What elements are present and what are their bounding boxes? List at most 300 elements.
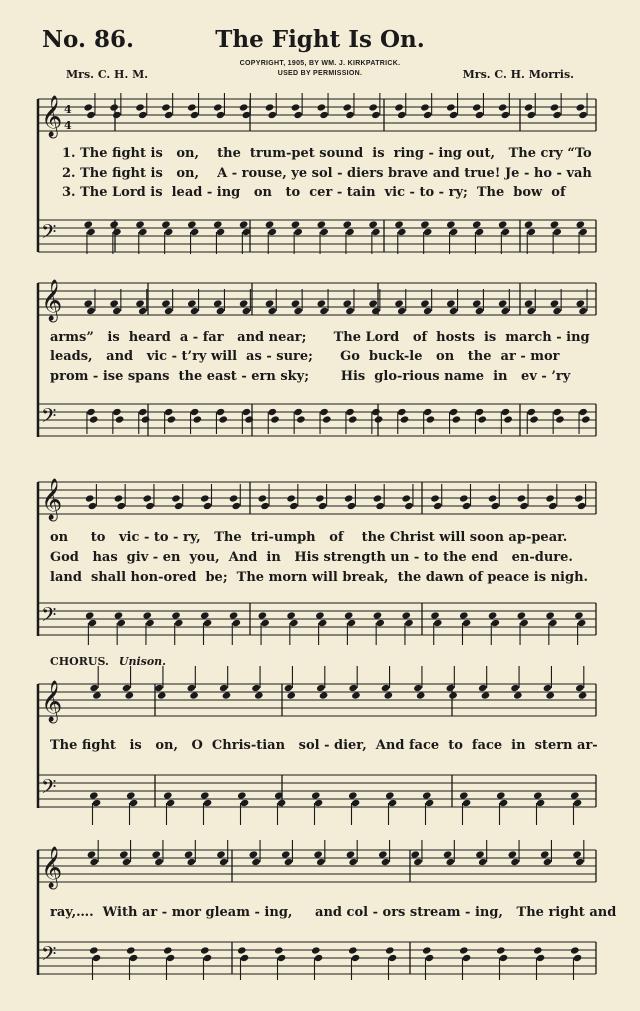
- note-head: [116, 619, 126, 627]
- note-head: [270, 415, 280, 423]
- note-head: [86, 408, 96, 416]
- note-head: [92, 799, 102, 807]
- note-head: [420, 220, 430, 228]
- note-head: [575, 684, 585, 692]
- note-head: [164, 307, 174, 315]
- note-head: [430, 611, 440, 619]
- note-head: [496, 791, 506, 799]
- time-signature: 4: [64, 103, 72, 116]
- note-head: [346, 850, 356, 858]
- note-head: [576, 299, 586, 307]
- note-head: [187, 220, 197, 228]
- note-head: [138, 307, 148, 315]
- lyric-verse-1: 1. The fight is on, the trum-pet sound is ring - ing out, The cry “To: [62, 146, 592, 161]
- note-head: [89, 858, 99, 866]
- note-head: [475, 228, 485, 236]
- note-head: [475, 307, 485, 315]
- note-head: [345, 111, 355, 119]
- treble-clef-icon: 𝄞: [41, 96, 63, 137]
- note-head: [388, 799, 398, 807]
- note-head: [258, 611, 268, 619]
- note-head: [135, 299, 145, 307]
- note-head: [187, 103, 197, 111]
- chorus-label: [50, 655, 166, 668]
- note-head: [289, 619, 299, 627]
- note-head: [342, 299, 352, 307]
- note-head: [164, 408, 174, 416]
- note-head: [404, 619, 414, 627]
- note-head: [92, 954, 102, 962]
- note-head: [161, 220, 171, 228]
- note-head: [459, 494, 469, 502]
- note-head: [145, 619, 155, 627]
- note-head: [400, 415, 410, 423]
- note-head: [317, 220, 327, 228]
- note-head: [517, 611, 527, 619]
- note-head: [190, 228, 200, 236]
- note-head: [345, 228, 355, 236]
- note-head: [401, 494, 411, 502]
- note-head: [83, 103, 93, 111]
- note-head: [319, 111, 329, 119]
- lyric-verse-3: land shall hon-ored be; The morn will break, the dawn of peace is nigh.: [50, 570, 589, 585]
- note-head: [203, 502, 213, 510]
- note-head: [449, 408, 459, 416]
- note-head: [296, 415, 306, 423]
- note-head: [344, 494, 354, 502]
- note-head: [351, 691, 361, 699]
- note-head: [499, 799, 509, 807]
- note-head: [85, 494, 95, 502]
- note-head: [577, 619, 587, 627]
- note-head: [142, 494, 152, 502]
- note-head: [141, 415, 151, 423]
- note-head: [166, 954, 176, 962]
- note-head: [577, 502, 587, 510]
- note-head: [83, 220, 93, 228]
- note-head: [112, 408, 122, 416]
- note-head: [397, 307, 407, 315]
- note-head: [581, 415, 591, 423]
- note-head: [526, 228, 536, 236]
- note-head: [274, 946, 284, 954]
- note-head: [573, 954, 583, 962]
- note-head: [163, 946, 173, 954]
- note-head: [345, 307, 355, 315]
- note-head: [548, 502, 558, 510]
- note-head: [498, 220, 508, 228]
- note-head: [293, 228, 303, 236]
- note-head: [138, 408, 148, 416]
- note-head: [190, 307, 200, 315]
- note-head: [240, 799, 250, 807]
- note-head: [552, 307, 562, 315]
- note-head: [311, 946, 321, 954]
- note-head: [540, 850, 550, 858]
- note-head: [109, 220, 119, 228]
- note-head: [317, 103, 327, 111]
- note-head: [526, 408, 536, 416]
- note-head: [371, 111, 381, 119]
- note-head: [229, 494, 239, 502]
- note-head: [213, 220, 223, 228]
- note-head: [448, 691, 458, 699]
- chorus-lyric: The fight is on, O Chris-tian sol - dier, And face to face in stern ar-: [50, 738, 598, 753]
- note-head: [570, 791, 580, 799]
- note-head: [576, 220, 586, 228]
- note-head: [452, 415, 462, 423]
- note-head: [578, 408, 588, 416]
- note-head: [315, 611, 325, 619]
- note-head: [322, 415, 332, 423]
- note-head: [510, 684, 520, 692]
- note-head: [401, 611, 411, 619]
- note-head: [319, 408, 329, 416]
- note-head: [459, 946, 469, 954]
- note-head: [348, 684, 358, 692]
- note-head: [446, 103, 456, 111]
- note-head: [536, 799, 546, 807]
- note-head: [231, 619, 241, 627]
- note-head: [446, 684, 456, 692]
- bass-clef-icon: 𝄢: [41, 603, 57, 631]
- note-head: [213, 103, 223, 111]
- note-head: [267, 408, 277, 416]
- note-head: [425, 799, 435, 807]
- note-head: [519, 502, 529, 510]
- note-head: [443, 850, 453, 858]
- lyric-verse-2: God has giv - en you, And in His strength un - to the end en-dure.: [50, 550, 573, 565]
- note-head: [200, 791, 210, 799]
- bass-clef-icon: 𝄢: [41, 942, 57, 970]
- note-head: [374, 415, 384, 423]
- note-head: [368, 299, 378, 307]
- note-head: [384, 691, 394, 699]
- note-head: [251, 858, 261, 866]
- note-head: [344, 611, 354, 619]
- note-head: [240, 954, 250, 962]
- note-head: [200, 611, 210, 619]
- note-head: [277, 799, 287, 807]
- note-head: [501, 307, 511, 315]
- note-head: [218, 415, 228, 423]
- note-head: [472, 103, 482, 111]
- note-head: [265, 103, 275, 111]
- note-head: [281, 850, 291, 858]
- time-signature: 4: [64, 119, 72, 132]
- lyric-verse-1: arms” is heard a - far and near; The Lord of hosts is march - ing: [50, 330, 590, 345]
- note-head: [237, 946, 247, 954]
- note-head: [446, 858, 456, 866]
- note-head: [472, 299, 482, 307]
- lyric-verse-2: 2. The fight is on, A - rouse, ye sol - diers brave and true! Je - ho - vah: [62, 166, 592, 181]
- note-head: [254, 691, 264, 699]
- note-head: [394, 299, 404, 307]
- note-head: [543, 684, 553, 692]
- note-head: [404, 502, 414, 510]
- note-head: [397, 408, 407, 416]
- note-head: [552, 228, 562, 236]
- note-head: [92, 691, 102, 699]
- note-head: [478, 858, 488, 866]
- note-head: [313, 850, 323, 858]
- note-head: [88, 619, 98, 627]
- note-head: [385, 791, 395, 799]
- note-head: [420, 103, 430, 111]
- note-head: [86, 228, 96, 236]
- note-head: [164, 228, 174, 236]
- note-head: [574, 611, 584, 619]
- note-head: [109, 299, 119, 307]
- note-head: [258, 494, 268, 502]
- note-head: [317, 299, 327, 307]
- lyric-verse-1: on to vic - to - ry, The tri-umph of the Christ will soon ap-pear.: [50, 530, 568, 545]
- note-head: [88, 502, 98, 510]
- note-head: [433, 502, 443, 510]
- note-head: [524, 220, 534, 228]
- note-head: [543, 858, 553, 866]
- note-head: [151, 850, 161, 858]
- note-head: [219, 858, 229, 866]
- note-head: [222, 691, 232, 699]
- note-head: [570, 946, 580, 954]
- note-head: [314, 799, 324, 807]
- note-head: [385, 946, 395, 954]
- note-head: [242, 307, 252, 315]
- note-head: [545, 691, 555, 699]
- hymn-number: No. 86.: [42, 26, 134, 53]
- note-head: [157, 691, 167, 699]
- note-head: [161, 299, 171, 307]
- note-head: [420, 299, 430, 307]
- note-head: [251, 684, 261, 692]
- note-head: [216, 850, 226, 858]
- note-head: [284, 858, 294, 866]
- note-head: [138, 111, 148, 119]
- note-head: [116, 502, 126, 510]
- note-head: [533, 946, 543, 954]
- note-head: [423, 307, 433, 315]
- note-head: [189, 691, 199, 699]
- note-head: [573, 799, 583, 807]
- note-head: [260, 619, 270, 627]
- note-head: [112, 111, 122, 119]
- note-head: [203, 619, 213, 627]
- note-head: [345, 408, 355, 416]
- note-head: [462, 502, 472, 510]
- note-head: [462, 954, 472, 962]
- note-head: [142, 611, 152, 619]
- note-head: [316, 684, 326, 692]
- note-head: [381, 684, 391, 692]
- note-head: [85, 611, 95, 619]
- note-head: [478, 684, 488, 692]
- note-head: [114, 611, 124, 619]
- note-head: [112, 307, 122, 315]
- note-head: [109, 103, 119, 111]
- note-head: [167, 415, 177, 423]
- chorus-title: CHORUS.: [50, 655, 109, 668]
- unison-direction: Unison.: [118, 655, 166, 668]
- note-head: [578, 228, 588, 236]
- note-head: [413, 684, 423, 692]
- note-head: [488, 494, 498, 502]
- hymn-title: The Fight Is On.: [215, 26, 425, 53]
- note-head: [459, 611, 469, 619]
- note-head: [314, 954, 324, 962]
- note-head: [286, 611, 296, 619]
- permission-line: USED BY PERMISSION.: [277, 70, 363, 77]
- note-head: [286, 691, 296, 699]
- note-head: [89, 684, 99, 692]
- note-head: [174, 502, 184, 510]
- note-head: [430, 494, 440, 502]
- note-head: [135, 103, 145, 111]
- note-head: [508, 850, 518, 858]
- note-head: [114, 494, 124, 502]
- lyric-verse-2: leads, and vic - t’ry will as - sure; Go buck-le on the ar - mor: [50, 349, 560, 364]
- note-head: [229, 611, 239, 619]
- note-head: [122, 858, 132, 866]
- note-head: [239, 299, 249, 307]
- note-head: [449, 111, 459, 119]
- note-head: [433, 619, 443, 627]
- note-head: [154, 858, 164, 866]
- note-head: [425, 954, 435, 962]
- note-head: [242, 408, 252, 416]
- bass-clef-icon: 𝄢: [41, 775, 57, 803]
- note-head: [572, 850, 582, 858]
- note-head: [125, 691, 135, 699]
- note-head: [83, 299, 93, 307]
- note-head: [86, 307, 96, 315]
- note-head: [293, 111, 303, 119]
- note-head: [267, 307, 277, 315]
- note-head: [277, 954, 287, 962]
- note-head: [291, 103, 301, 111]
- note-head: [318, 619, 328, 627]
- note-head: [475, 408, 485, 416]
- note-head: [342, 220, 352, 228]
- note-head: [526, 307, 536, 315]
- note-head: [187, 684, 197, 692]
- note-head: [291, 220, 301, 228]
- note-head: [490, 502, 500, 510]
- note-head: [351, 799, 361, 807]
- note-head: [475, 111, 485, 119]
- note-head: [203, 954, 213, 962]
- note-head: [397, 111, 407, 119]
- note-head: [426, 415, 436, 423]
- note-head: [446, 299, 456, 307]
- note-head: [293, 408, 303, 416]
- note-head: [319, 228, 329, 236]
- note-head: [135, 220, 145, 228]
- note-head: [348, 946, 358, 954]
- note-head: [394, 103, 404, 111]
- note-head: [138, 228, 148, 236]
- note-head: [449, 228, 459, 236]
- note-head: [347, 619, 357, 627]
- note-head: [200, 494, 210, 502]
- note-head: [490, 619, 500, 627]
- note-head: [187, 299, 197, 307]
- note-head: [219, 684, 229, 692]
- note-head: [164, 111, 174, 119]
- note-head: [119, 850, 129, 858]
- note-head: [545, 611, 555, 619]
- note-head: [368, 103, 378, 111]
- note-head: [416, 691, 426, 699]
- note-head: [216, 307, 226, 315]
- bass-clef-icon: 𝄢: [41, 404, 57, 432]
- note-head: [381, 858, 391, 866]
- note-head: [260, 502, 270, 510]
- chorus-lyric: ray,…. With ar - mor gleam - ing, and col - ors stream - ing, The right and: [50, 905, 617, 920]
- note-head: [574, 494, 584, 502]
- note-head: [347, 502, 357, 510]
- note-head: [203, 799, 213, 807]
- note-head: [267, 111, 277, 119]
- note-head: [536, 954, 546, 962]
- note-head: [472, 220, 482, 228]
- note-head: [126, 791, 136, 799]
- note-head: [87, 850, 97, 858]
- note-head: [348, 858, 358, 866]
- note-head: [163, 791, 173, 799]
- note-head: [316, 858, 326, 866]
- note-head: [368, 220, 378, 228]
- author-credit: Mrs. C. H. Morris.: [462, 68, 574, 81]
- note-head: [126, 946, 136, 954]
- note-head: [503, 415, 513, 423]
- note-head: [213, 299, 223, 307]
- treble-clef-icon: 𝄞: [41, 681, 63, 722]
- note-head: [193, 415, 203, 423]
- note-head: [488, 611, 498, 619]
- note-head: [284, 684, 294, 692]
- note-head: [89, 791, 99, 799]
- note-head: [348, 415, 358, 423]
- note-head: [501, 111, 511, 119]
- note-head: [319, 307, 329, 315]
- note-head: [578, 111, 588, 119]
- note-head: [89, 946, 99, 954]
- note-head: [89, 415, 99, 423]
- note-head: [216, 111, 226, 119]
- note-head: [293, 307, 303, 315]
- note-head: [576, 103, 586, 111]
- note-head: [161, 103, 171, 111]
- note-head: [550, 299, 560, 307]
- note-head: [184, 850, 194, 858]
- note-head: [265, 220, 275, 228]
- note-head: [239, 220, 249, 228]
- note-head: [200, 946, 210, 954]
- note-head: [375, 502, 385, 510]
- note-head: [462, 619, 472, 627]
- note-head: [348, 791, 358, 799]
- lyric-verse-3: prom - ise spans the east - ern sky; His glo-rious name in ev - ’ry: [50, 369, 571, 384]
- note-head: [498, 103, 508, 111]
- note-head: [410, 850, 420, 858]
- note-head: [475, 850, 485, 858]
- note-head: [422, 946, 432, 954]
- note-head: [462, 799, 472, 807]
- note-head: [498, 299, 508, 307]
- note-head: [311, 791, 321, 799]
- note-head: [422, 791, 432, 799]
